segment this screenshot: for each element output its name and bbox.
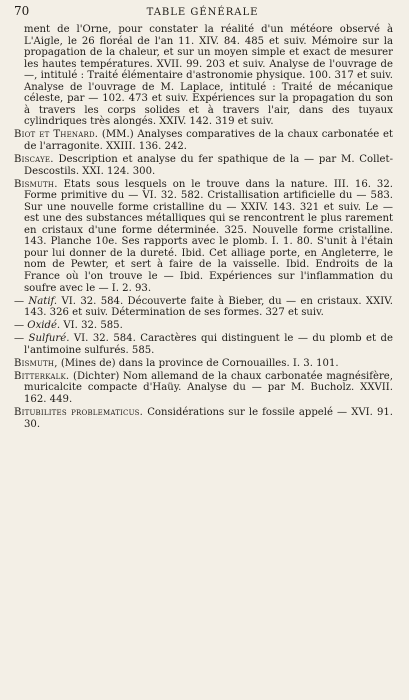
index-subentry-oxide bbox=[14, 320, 393, 332]
entry-headword: Bitterkalk. bbox=[14, 370, 70, 382]
entry-text: VI. 32. 584. Caractères qui distinguent le — du plomb et de l'antimoine sulfurés. 585. bbox=[24, 333, 393, 356]
entry-text: ment de l'Orne, pour constater la réalité d'un météore observé à L'Aigle, le 26 floréal de l'an 11. XIV. 84. 485 et suiv. Mémoire sur la propagation de la chaleur, et sur un moyen simple et exact de mesurer les hautes températures. XVII. 99. 203 et suiv. Analyse de l'ouvrage de —, intitulé : Traité élémentaire d'astronomie physique. 100. 317 et suiv. Analyse de l'ouvrage de M. Laplace, intitulé : Traité de mécanique céleste, par — 102. 473 et suiv. Expériences sur la propagation du son à travers les corps solides et à travers l'air, dans des tuyaux cylindriques très alongés. XXIV. 142. 319 et suiv. bbox=[24, 24, 393, 128]
entry-text: Considérations sur le fossile appelé — XVI. 91. 30. bbox=[24, 407, 394, 430]
index-subentry-natif bbox=[14, 296, 393, 319]
entry-headword: Bismuth, bbox=[14, 357, 58, 369]
entry-text: VI. 32. 584. Découverte faite à Bieber, du — en cristaux. XXIV. 143. 326 et suiv. Détermination de ses formes. 327 et suiv. bbox=[24, 295, 393, 319]
index-entry-bismuth-mines bbox=[14, 358, 393, 370]
entry-headword: Biot et Thenard. bbox=[14, 129, 99, 141]
entry-text: VI. 32. 585. bbox=[63, 320, 123, 332]
entry-text: (Mines de) dans la province de Cornouailles. I. 3. 101. bbox=[60, 357, 339, 369]
index-entry-bitterkalk bbox=[14, 371, 393, 406]
page-number: 70 bbox=[14, 4, 30, 18]
page-header bbox=[14, 4, 393, 24]
entry-text: Description et analyse du fer spathique de la — par M. Collet-Descostils. XXI. 124. 300. bbox=[24, 154, 393, 177]
entry-text: (Dichter) Nom allemand de la chaux carbonatée magnésifère, muricalcite compacte d'Haüy. Analyse du — par M. Bucholz. XXVII. 162. 449. bbox=[24, 370, 393, 405]
entry-text: (MM.) Analyses comparatives de la chaux carbonatée et de l'arragonite. XXIII. 136. 242. bbox=[24, 129, 393, 152]
index-subentry-sulfure bbox=[14, 333, 393, 356]
index-entry-bitubilites bbox=[14, 407, 393, 430]
entry-headword: Biscaye. bbox=[14, 154, 54, 166]
index-entry-continuation bbox=[24, 24, 393, 128]
index-entries bbox=[14, 24, 393, 430]
entry-headword: Bitubilites problematicus. bbox=[14, 407, 144, 418]
entry-headword: Bismuth. bbox=[14, 178, 58, 190]
entry-subheadword: — Sulfuré. bbox=[14, 333, 70, 345]
index-entry-biscaye bbox=[14, 154, 393, 177]
index-entry-bismuth bbox=[14, 179, 393, 294]
entry-text: Etats sous lesquels on le trouve dans la nature. III. 16. 32. Forme primitive du — VI. 32. 582. Cristallisation artificielle du — 583. Sur une nouvelle forme cristalline du — XXIV. 143. 321 et suiv. Le — est une des substances métalliques qui se rencontrent le plus rarement en cristaux d'une forme déterminée. 325. Nouvelle forme cristalline. 143. Planche 10e. Ses rapports avec le plomb. I. 1. 80. S'unit à l'étain pour lui donner de la dureté. Ibid. Cet alliage porte, en Angleterre, le nom de Pewter, et sert à faire de la vaisselle. Ibid. Endroits de la France où l'on trouve le — Ibid. Expériences sur l'inflammation du soufre avec le — I. 2. 93. bbox=[24, 178, 393, 294]
entry-subheadword: — Oxidé. bbox=[14, 320, 61, 332]
running-title: TABLE GÉNÉRALE bbox=[146, 7, 259, 18]
entry-subheadword: — Natif. bbox=[14, 295, 58, 307]
index-entry-biot-thenard bbox=[14, 129, 393, 152]
